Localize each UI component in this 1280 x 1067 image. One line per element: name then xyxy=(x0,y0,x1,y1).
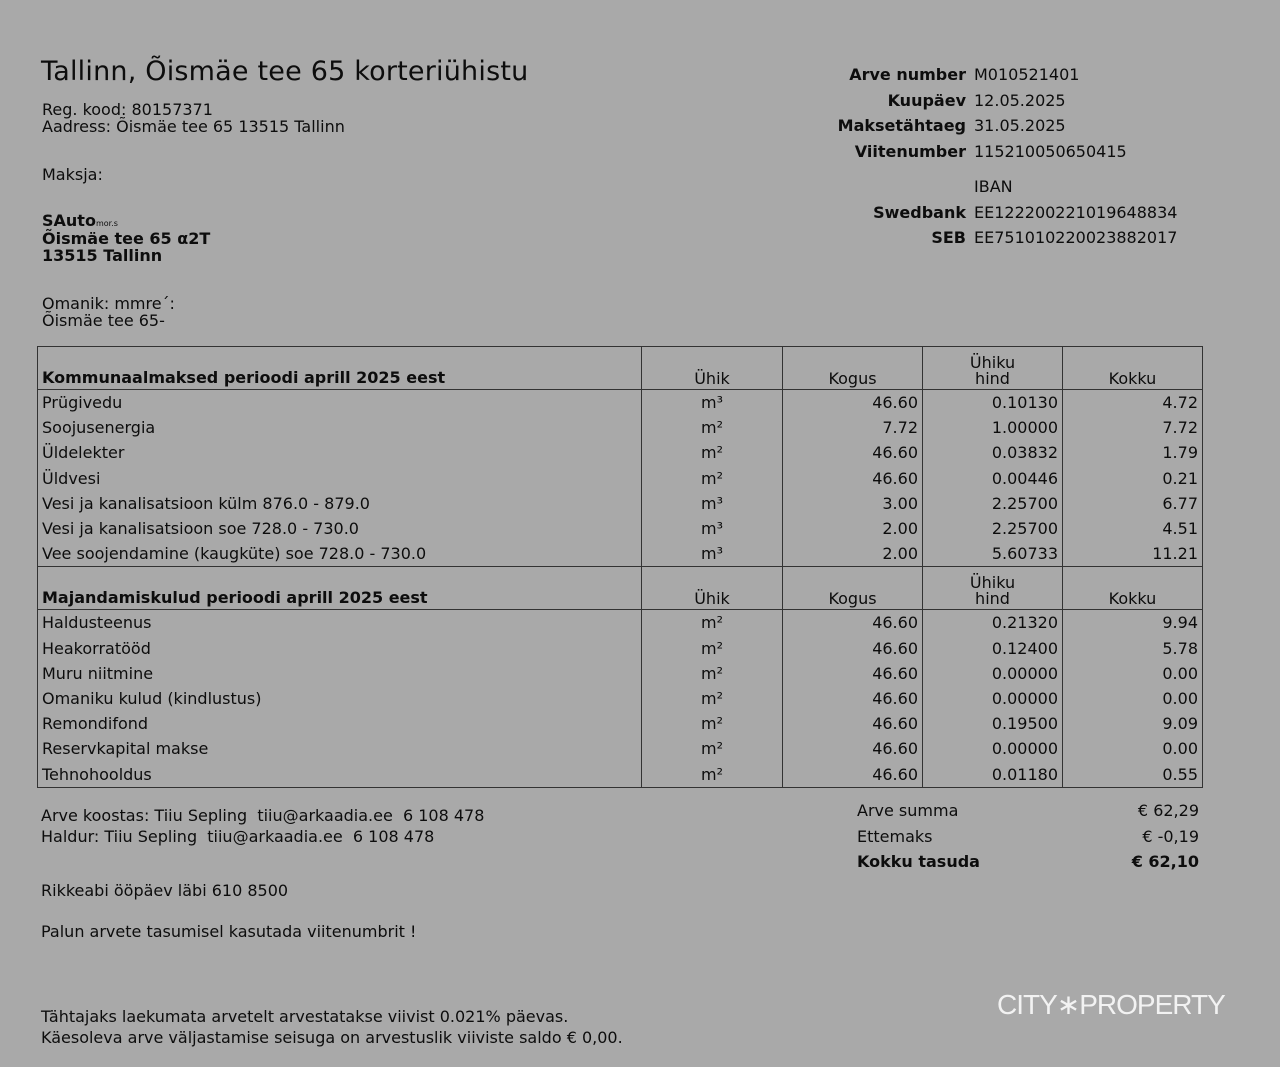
item-unit-price: 0.00000 xyxy=(923,686,1063,711)
invoice-date-label: Kuupäev xyxy=(887,90,966,110)
invoice-sum-row xyxy=(857,798,1199,824)
item-unit-price: 0.19500 xyxy=(923,711,1063,736)
invoice-number-row xyxy=(820,62,1220,88)
amount-due: € 62,10 xyxy=(1131,852,1199,872)
unit-price-header-line1: Ühiku xyxy=(969,353,1016,372)
invoice-sum-label: Arve summa xyxy=(857,801,959,821)
item-name: Omaniku kulud (kindlustus) xyxy=(38,686,642,711)
item-quantity: 2.00 xyxy=(783,516,923,541)
table-row xyxy=(38,466,1203,491)
item-quantity: 7.72 xyxy=(783,415,923,440)
total-header: Kokku xyxy=(1063,347,1203,390)
item-unit-price: 5.60733 xyxy=(923,541,1063,567)
item-unit: m² xyxy=(642,636,783,661)
item-quantity: 46.60 xyxy=(783,390,923,416)
item-quantity: 3.00 xyxy=(783,491,923,516)
balance-note: Käesoleva arve väljastamise seisuga on arvestuslik viiviste saldo € 0,00. xyxy=(41,1028,623,1047)
reference-number-row xyxy=(820,139,1220,165)
payer-name-suffix: mor.s xyxy=(95,219,118,228)
item-total: 6.77 xyxy=(1063,491,1203,516)
item-unit-price: 0.01180 xyxy=(923,761,1063,787)
item-quantity: 46.60 xyxy=(783,661,923,686)
payer-label: Maksja: xyxy=(42,165,103,184)
reference-number: 115210050650415 xyxy=(974,141,1127,161)
item-unit: m² xyxy=(642,711,783,736)
swedbank-label: Swedbank xyxy=(873,202,966,222)
item-total: 0.00 xyxy=(1063,686,1203,711)
item-unit-price: 2.25700 xyxy=(923,516,1063,541)
section1-title: Kommunaalmaksed perioodi aprill 2025 eest xyxy=(38,347,642,390)
due-date-row xyxy=(820,113,1220,139)
unit-price-header-line2: hind xyxy=(975,369,1010,388)
seb-label: SEB xyxy=(931,228,966,248)
seb-iban: EE751010220023882017 xyxy=(974,228,1178,248)
totals-block xyxy=(857,798,1199,875)
manager: Haldur: Tiiu Sepling tiiu@arkaadia.ee 6 108 478 xyxy=(41,827,435,846)
amount-due-label: Kokku tasuda xyxy=(857,852,980,872)
item-total: 4.51 xyxy=(1063,516,1203,541)
item-name: Vesi ja kanalisatsioon soe 728.0 - 730.0 xyxy=(38,516,642,541)
item-name: Üldelekter xyxy=(38,440,642,465)
item-unit: m² xyxy=(642,440,783,465)
table-row xyxy=(38,516,1203,541)
item-unit-price: 0.00000 xyxy=(923,736,1063,761)
table-row xyxy=(38,415,1203,440)
item-total: 4.72 xyxy=(1063,390,1203,416)
prepayment-label: Ettemaks xyxy=(857,826,933,846)
invoice-date: 12.05.2025 xyxy=(974,90,1066,110)
section1-header-row xyxy=(38,347,1203,390)
item-total: 7.72 xyxy=(1063,415,1203,440)
item-total: 11.21 xyxy=(1063,541,1203,567)
item-unit: m³ xyxy=(642,491,783,516)
charges-table xyxy=(37,346,1203,788)
item-total: 9.09 xyxy=(1063,711,1203,736)
item-name: Muru niitmine xyxy=(38,661,642,686)
item-name: Haldusteenus xyxy=(38,610,642,636)
total-header: Kokku xyxy=(1063,567,1203,610)
unit-price-header xyxy=(923,347,1063,390)
item-name: Vesi ja kanalisatsioon külm 876.0 - 879.0 xyxy=(38,491,642,516)
item-unit: m³ xyxy=(642,516,783,541)
table-row xyxy=(38,610,1203,636)
item-unit-price: 1.00000 xyxy=(923,415,1063,440)
owner-name: Omanik: mmre´: xyxy=(42,294,175,313)
table-row xyxy=(38,761,1203,787)
invoice-number: M010521401 xyxy=(974,65,1080,85)
association-address: Aadress: Õismäe tee 65 13515 Tallinn xyxy=(42,117,345,136)
section2-title: Majandamiskulud perioodi aprill 2025 eest xyxy=(38,567,642,610)
item-quantity: 46.60 xyxy=(783,610,923,636)
association-title: Tallinn, Õismäe tee 65 korteriühistu xyxy=(41,56,529,87)
item-unit: m² xyxy=(642,686,783,711)
invoice-number-label: Arve number xyxy=(849,65,966,85)
item-unit: m² xyxy=(642,736,783,761)
section2-header-row xyxy=(38,567,1203,610)
quantity-header: Kogus xyxy=(783,567,923,610)
item-quantity: 46.60 xyxy=(783,761,923,787)
iban-label: IBAN xyxy=(974,177,1013,197)
swedbank-iban: EE122200221019648834 xyxy=(974,202,1178,222)
item-name: Prügivedu xyxy=(38,390,642,416)
invoice-details xyxy=(820,62,1220,251)
table-row xyxy=(38,491,1203,516)
item-quantity: 46.60 xyxy=(783,440,923,465)
unit-price-header-line2: hind xyxy=(975,589,1010,609)
city-property-logo: CITY∗PROPERTY xyxy=(997,989,1225,1020)
iban-header-row xyxy=(820,174,1220,200)
item-unit-price: 0.12400 xyxy=(923,636,1063,661)
table-row xyxy=(38,636,1203,661)
unit-header: Ühik xyxy=(642,347,783,390)
unit-price-header xyxy=(923,567,1063,610)
item-unit: m² xyxy=(642,610,783,636)
payer-street: Õismäe tee 65 α2T xyxy=(42,229,211,248)
item-unit-price: 0.00000 xyxy=(923,661,1063,686)
reference-number-label: Viitenumber xyxy=(854,141,966,161)
item-unit: m³ xyxy=(642,541,783,567)
item-quantity: 46.60 xyxy=(783,686,923,711)
owner-address: Õismäe tee 65- xyxy=(42,311,165,330)
prepayment-row xyxy=(857,824,1199,850)
invoice-sum: € 62,29 xyxy=(1137,801,1199,821)
table-row xyxy=(38,440,1203,465)
item-unit: m² xyxy=(642,661,783,686)
item-unit-price: 0.10130 xyxy=(923,390,1063,416)
reg-code: Reg. kood: 80157371 xyxy=(42,100,213,119)
item-quantity: 2.00 xyxy=(783,541,923,567)
item-name: Tehnohooldus xyxy=(38,761,642,787)
amount-due-row xyxy=(857,849,1199,875)
item-unit-price: 0.00446 xyxy=(923,466,1063,491)
unit-price-header-line1: Ühiku xyxy=(969,573,1016,593)
quantity-header: Kogus xyxy=(783,347,923,390)
emergency-line: Rikkeabi ööpäev läbi 610 8500 xyxy=(41,881,289,900)
table-row xyxy=(38,541,1203,567)
item-name: Soojusenergia xyxy=(38,415,642,440)
table-row xyxy=(38,390,1203,416)
prepayment: € -0,19 xyxy=(1142,826,1199,846)
invoice-date-row xyxy=(820,88,1220,114)
item-unit: m² xyxy=(642,466,783,491)
item-quantity: 46.60 xyxy=(783,711,923,736)
item-total: 0.55 xyxy=(1063,761,1203,787)
due-date: 31.05.2025 xyxy=(974,116,1066,136)
table-row xyxy=(38,661,1203,686)
reference-note: Palun arvete tasumisel kasutada viitenumbrit ! xyxy=(41,922,417,941)
item-total: 0.21 xyxy=(1063,466,1203,491)
item-quantity: 46.60 xyxy=(783,636,923,661)
swedbank-row xyxy=(820,200,1220,226)
item-quantity: 46.60 xyxy=(783,466,923,491)
table-row xyxy=(38,711,1203,736)
item-unit: m² xyxy=(642,415,783,440)
payer-city: 13515 Tallinn xyxy=(42,246,163,265)
item-total: 1.79 xyxy=(1063,440,1203,465)
seb-row xyxy=(820,225,1220,251)
item-total: 9.94 xyxy=(1063,610,1203,636)
compiled-by: Arve koostas: Tiiu Sepling tiiu@arkaadia.ee 6 108 478 xyxy=(41,806,485,825)
item-unit-price: 2.25700 xyxy=(923,491,1063,516)
payer-name-main: SAuto xyxy=(42,211,96,230)
penalty-note: Tähtajaks laekumata arvetelt arvestatakse viivist 0.021% päevas. xyxy=(41,1007,569,1026)
table-row xyxy=(38,686,1203,711)
item-unit: m³ xyxy=(642,390,783,416)
item-total: 5.78 xyxy=(1063,636,1203,661)
item-unit: m² xyxy=(642,761,783,787)
item-unit-price: 0.03832 xyxy=(923,440,1063,465)
table-row xyxy=(38,736,1203,761)
item-name: Vee soojendamine (kaugküte) soe 728.0 - 730.0 xyxy=(38,541,642,567)
item-name: Reservkapital makse xyxy=(38,736,642,761)
unit-header: Ühik xyxy=(642,567,783,610)
item-total: 0.00 xyxy=(1063,661,1203,686)
contact-info xyxy=(41,805,484,847)
item-unit-price: 0.21320 xyxy=(923,610,1063,636)
item-name: Heakorratööd xyxy=(38,636,642,661)
item-quantity: 46.60 xyxy=(783,736,923,761)
item-name: Remondifond xyxy=(38,711,642,736)
item-total: 0.00 xyxy=(1063,736,1203,761)
item-name: Üldvesi xyxy=(38,466,642,491)
due-date-label: Maksetähtaeg xyxy=(837,116,966,136)
